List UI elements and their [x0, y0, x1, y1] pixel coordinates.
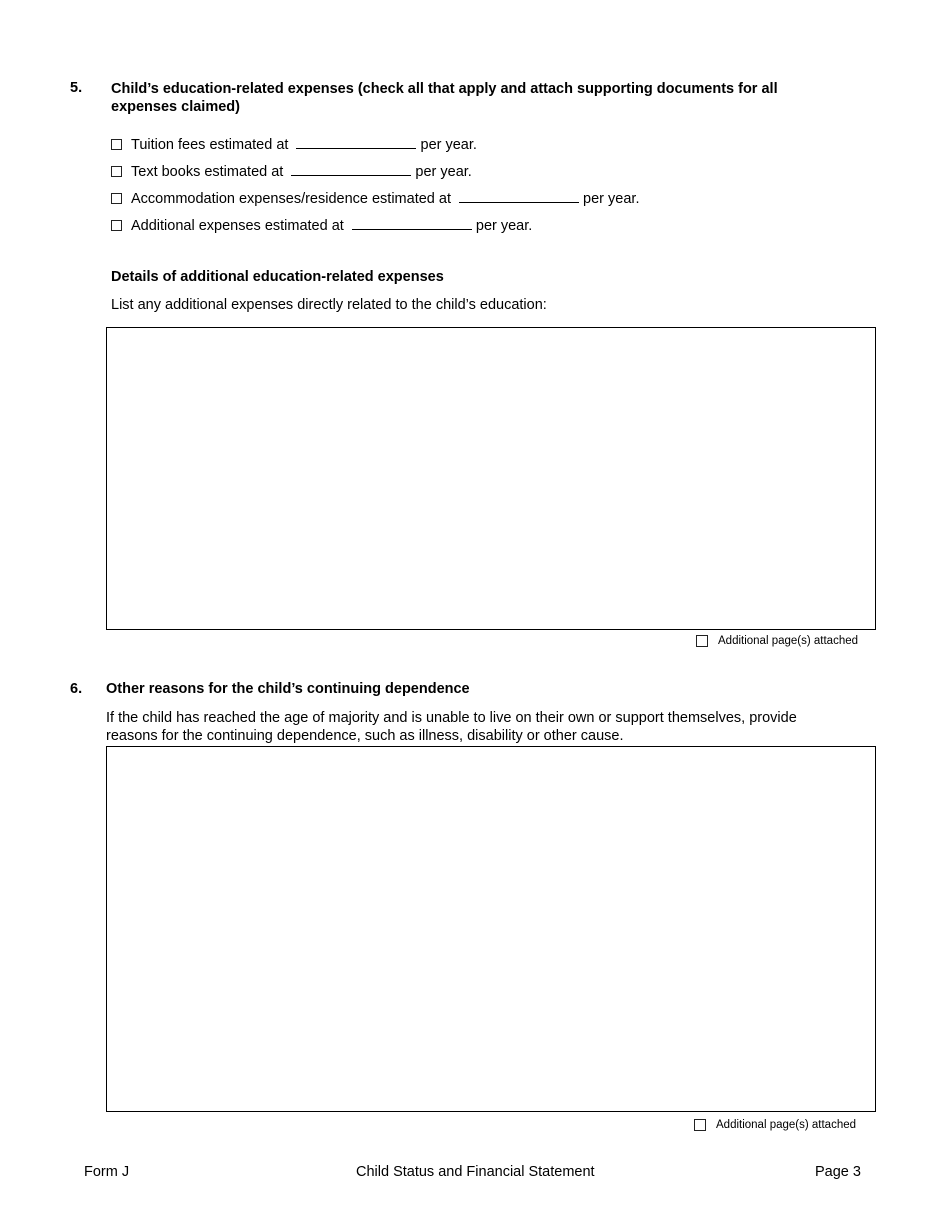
section-6-instruction-line-1: If the child has reached the age of majority and is unable to live on their own or support themselves, provide — [106, 710, 797, 726]
accommodation-row — [111, 188, 639, 208]
section-5-attach-checkbox[interactable] — [696, 635, 708, 647]
tuition-fees-amount-field[interactable] — [296, 134, 416, 149]
accommodation-checkbox[interactable] — [111, 193, 122, 204]
section-5-attach — [696, 632, 858, 647]
section-5-number: 5. — [70, 80, 83, 96]
section-6-number: 6. — [70, 681, 83, 697]
section-5-heading-line-1: Child’s education-related expenses (check all that apply and attach supporting documents for all — [111, 81, 778, 97]
section-5-attach-label: Additional page(s) attached — [718, 635, 859, 647]
section-5-heading — [111, 80, 778, 116]
accommodation-suffix: per year. — [583, 191, 640, 207]
text-books-suffix: per year. — [415, 164, 472, 180]
section-6-heading: Other reasons for the child’s continuing dependence — [106, 681, 470, 697]
additional-expenses-label: Additional expenses estimated at — [131, 218, 344, 234]
additional-expenses-checkbox[interactable] — [111, 220, 122, 231]
additional-expenses-suffix: per year. — [475, 218, 533, 234]
section-5-heading-line-2: expenses claimed) — [111, 99, 240, 115]
footer-form-name: Form J — [84, 1164, 130, 1180]
details-text-box[interactable] — [106, 327, 876, 630]
section-6-attach-checkbox[interactable] — [694, 1119, 706, 1131]
additional-expenses-row — [111, 215, 532, 235]
section-6-attach-label: Additional page(s) attached — [716, 1119, 857, 1131]
tuition-fees-row — [111, 134, 477, 154]
section-6-instruction-line-2: reasons for the continuing dependence, such as illness, disability or other cause. — [106, 728, 624, 744]
accommodation-label: Accommodation expenses/residence estimated at — [131, 191, 451, 207]
tuition-fees-label: Tuition fees estimated at — [131, 137, 289, 153]
reasons-text-box[interactable] — [106, 746, 876, 1112]
text-books-checkbox[interactable] — [111, 166, 122, 177]
details-heading: Details of additional education-related expenses — [111, 269, 444, 285]
text-books-amount-field[interactable] — [291, 161, 411, 176]
text-books-label: Text books estimated at — [131, 164, 284, 180]
footer-title: Child Status and Financial Statement — [356, 1164, 595, 1180]
tuition-fees-checkbox[interactable] — [111, 139, 122, 150]
text-books-row — [111, 161, 472, 181]
additional-expenses-amount-field[interactable] — [352, 215, 472, 230]
accommodation-amount-field[interactable] — [459, 188, 579, 203]
section-6-attach — [694, 1116, 856, 1131]
tuition-fees-suffix: per year. — [420, 137, 477, 153]
details-instruction: List any additional expenses directly related to the child’s education: — [111, 297, 547, 313]
section-6-instruction — [106, 709, 797, 745]
footer-page-number: Page 3 — [815, 1164, 861, 1180]
